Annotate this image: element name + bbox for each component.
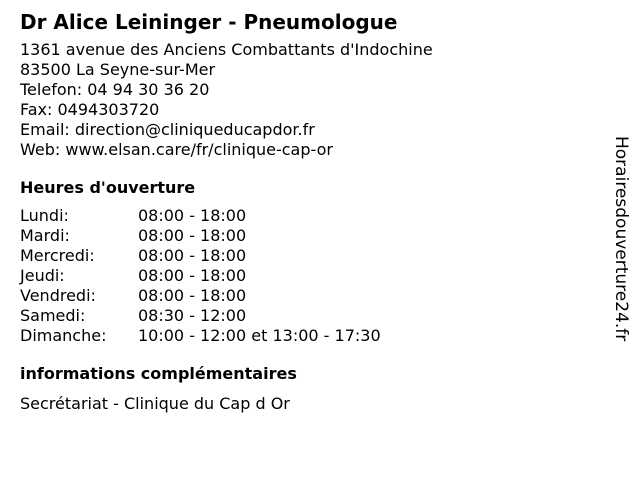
hours-heading: Heures d'ouverture (20, 178, 196, 197)
hours-time: 08:00 - 18:00 (138, 206, 247, 225)
phone-link[interactable]: 04 94 30 36 20 (87, 80, 210, 99)
phone-line (20, 80, 600, 100)
web-label: Web: (20, 140, 61, 159)
email-line (20, 120, 600, 140)
hours-row-samedi (20, 306, 600, 326)
hours-time: 08:30 - 12:00 (138, 306, 247, 325)
hours-row-jeudi (20, 266, 600, 286)
contact-block (20, 40, 600, 160)
fax-label: Fax: (20, 100, 53, 119)
address-line-2: 83500 La Seyne-sur-Mer (20, 60, 216, 79)
web-line (20, 140, 600, 160)
address-line-1: 1361 avenue des Anciens Combattants d'Indochine (20, 40, 433, 59)
web-link[interactable]: www.elsan.care/fr/clinique-cap-or (65, 140, 333, 159)
hours-time: 08:00 - 18:00 (138, 246, 247, 265)
hours-time: 08:00 - 18:00 (138, 286, 247, 305)
hours-row-mardi (20, 226, 600, 246)
email-label: Email: (20, 120, 70, 139)
hours-day: Jeudi: (20, 266, 65, 285)
site-watermark: Horairesdouverture24.fr (611, 136, 631, 342)
hours-day: Samedi: (20, 306, 86, 325)
hours-time: 08:00 - 18:00 (138, 266, 247, 285)
info-text: Secrétariat - Clinique du Cap d Or (20, 394, 290, 413)
fax-value: 0494303720 (57, 100, 160, 119)
hours-row-lundi (20, 206, 600, 226)
hours-row-dimanche (20, 326, 600, 346)
hours-time: 10:00 - 12:00 et 13:00 - 17:30 (138, 326, 381, 345)
info-heading: informations complémentaires (20, 364, 297, 383)
hours-row-mercredi (20, 246, 600, 266)
hours-day: Dimanche: (20, 326, 107, 345)
hours-row-vendredi (20, 286, 600, 306)
email-link[interactable]: direction@cliniqueducapdor.fr (74, 120, 315, 139)
hours-day: Lundi: (20, 206, 69, 225)
hours-day: Mardi: (20, 226, 70, 245)
fax-line (20, 100, 600, 120)
listing-card (20, 8, 600, 414)
hours-time: 08:00 - 18:00 (138, 226, 247, 245)
page-title: Dr Alice Leininger - Pneumologue (20, 10, 398, 34)
hours-day: Vendredi: (20, 286, 96, 305)
hours-day: Mercredi: (20, 246, 95, 265)
phone-label: Telefon: (20, 80, 83, 99)
hours-table (20, 206, 600, 346)
